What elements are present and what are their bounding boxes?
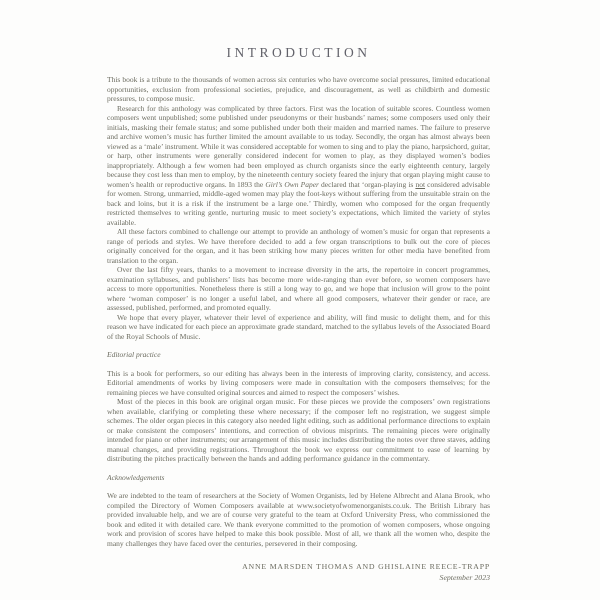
signature-block [107,561,490,583]
paragraph: This book is a tribute to the thousands of women across six centuries who have overcome social pressures, limited educational opportunities, exclusion from professional societies, prejudice, and discouragement, as well as childbirth and domestic pressures, to compose music. [107,75,490,103]
author-names: ANNE MARSDEN THOMAS AND GHISLAINE REECE-TRAPP [242,562,490,571]
section-heading: Acknowledgements [107,472,165,482]
paragraph: Most of the pieces in this book are original organ music. For these pieces we provide the composers’ own registrations when available, clarifying or completing these where necessary; if the composer left no registration, we suggest simple schemes. The older organ pieces in this category also needed light editing, such as additional performance directions to explain or make consistent the composers’ intentions, and correction of obvious misprints. The remaining pieces were originally intended for piano or other instruments; our arrangement of this music includes distributing the notes over three staves, adding manual changes, and providing registrations. Throughout the book we express our commitment to ease of learning by distributing the pitches practically between the hands and adding performance guidance in the commentary. [107,397,490,463]
paragraph: This is a book for performers, so our editing has always been in the interests of improving clarity, consistency, and access. Editorial amendments of works by living composers were made in consultation with the composers themselves; for the remaining pieces we have consulted original sources and aimed to respect the composers’ wishes. [107,368,490,397]
paragraph: Over the last fifty years, thanks to a movement to increase diversity in the arts, the repertoire in concert programmes, examination syllabuses, and publishers’ lists has become more wide-ranging than ever before, so women composers have access to more opportunities. Nonetheless there is still a long way to go, and we hope that inclusion will grow to the point where ‘woman composer’ is no longer a useful label, and where all good composers, whatever their gender or race, are assessed, published, performed, and promoted equally. [107,265,490,312]
signature-date: September 2023 [439,573,490,582]
paragraph: We are indebted to the team of researchers at the Society of Women Organists, led by Helene Albrecht and Alana Brook, who compiled the Directory of Women Composers available at www.societyofwomenorganists.co.uk. The British Library has provided invaluable help, and we are of course very grateful to the team at Oxford University Press, who commissioned the book and edited it with detailed care. We thank everyone committed to the promotion of women composers, whose ongoing work and provision of scores have helped to make this book possible. Most of all, we thank all the women who, despite the many challenges they have faced over the centuries, persevered in their composing. [107,491,490,548]
paragraph: We hope that every player, whatever their level of experience and ability, will find music to delight them, and for this reason we have indicated for each piece an approximate grade standard, matched to the syllabus levels of the Associated Board of the Royal Schools of Music. [107,312,490,341]
paragraph: Research for this anthology was complicated by three factors. First was the location of suitable scores. Countless women composers went unpublished; some published under pseudonyms or their husbands’ names; some composers used only their initials, masking their female status; and some published under both their maiden and married names. The failure to preserve and archive women’s music has further limited the amount available to us today. Secondly, the organ has almost always been viewed as a ‘male’ instrument. While it was considered acceptable for women to sing and to play the piano, harpsichord, guitar, or harp, other instruments were generally considered indecent for women to play, as they displayed women’s bodies inappropriately. Although a few women had been employed as church organists since the early eighteenth century, largely because they cost less than men to employ, by the nineteenth century society feared the injury that organ playing might cause to women’s health or reproductive organs. In 1893 the Girl’s Own Paper declared that ‘organ-playing is not considered advisable for women. Strong, unmarried, middle-aged women may play the foot-keys without suffering from the unsuitable strain on the back and loins, but it is a risk if the instrument be a large one.’ Thirdly, women who composed for the organ frequently restricted themselves to writing gentle, nurturing music to meet society’s expectations, which limited the variety of styles available. [107,103,491,227]
paragraph: All these factors combined to challenge our attempt to provide an anthology of women’s music for organ that represents a range of periods and styles. We have therefore decided to add a few organ transcriptions to bulk out the core of pieces originally conceived for the organ, and it has been striking how many pieces written for other media have benefited from translation to the organ. [107,227,490,265]
section-heading: Editorial practice [107,350,161,359]
page-body [107,75,490,548]
page-title: INTRODUCTION [226,45,371,60]
